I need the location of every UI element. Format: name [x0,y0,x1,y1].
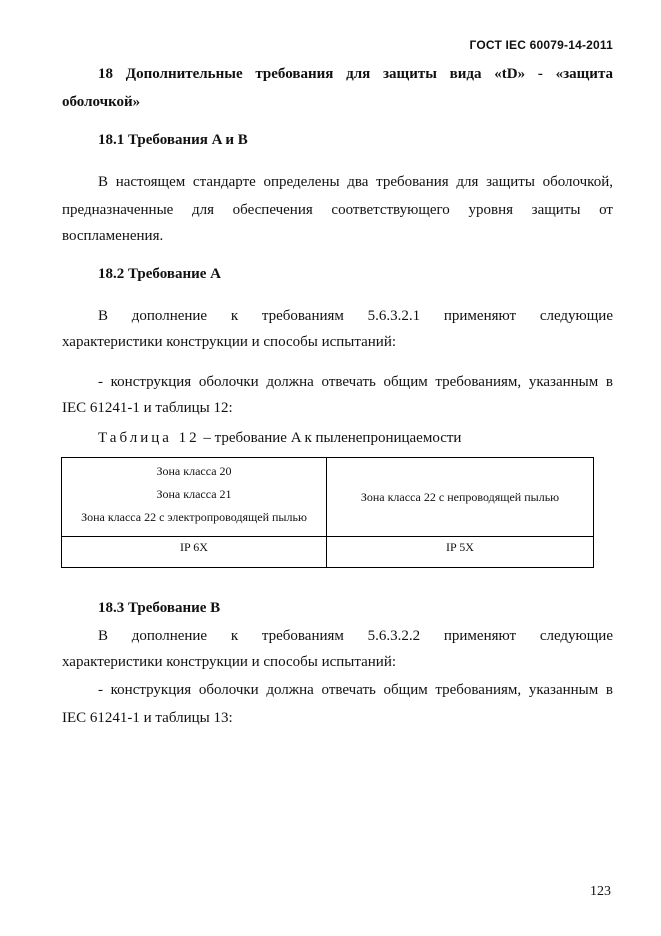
word: применяют [443,308,517,324]
section-18-1-title: 18.1 Требования A и B [98,132,248,148]
word: 5.6.3.2.2 [367,628,421,644]
table-value-cell-ip5x [327,537,594,568]
table-zone-nonconductive: Зона класса 22 с непроводящей пылью [360,489,560,504]
word: В [98,308,109,324]
ip-rating: IP 5X [446,540,474,554]
table-zone-line: Зона класса 20 [156,464,232,478]
word: требованиям [261,308,344,324]
table-caption-label: Таблица 12 [98,430,200,446]
word: к [230,308,239,324]
s18-2-text-line2: характеристики конструкции и способы испытаний: [62,334,397,350]
section-18-2-title: 18.2 Требование A [98,266,221,282]
s18-1-text-line2: предназначенные для обеспечения соответствующего уровня защиты от [62,202,613,218]
section-18-title-line2: оболочкой» [62,94,141,110]
table-zone-line: Зона класса 22 с электропроводящей пылью [81,510,307,524]
word: применяют [443,628,517,644]
word: 5.6.3.2.1 [367,308,421,324]
word: дополнение [131,308,208,324]
section-18-3-title: 18.3 Требование B [98,600,221,616]
s18-3-text-line2: характеристики конструкции и способы испытаний: [62,654,397,670]
table-caption-text: – требование A к пыленепроницаемости [199,430,462,446]
word: дополнение [131,628,208,644]
s18-1-text-line1: В настоящем стандарте определены два требования для защиты оболочкой, [98,174,613,190]
s18-3-bullet-line1: - конструкция оболочки должна отвечать общим требованиям, указанным в [98,682,613,698]
page-number: 123 [590,884,611,899]
s18-1-text-line3: воспламенения. [62,228,164,244]
s18-3-bullet-line2: IEC 61241-1 и таблицы 13: [62,710,233,726]
table-12-caption [98,430,461,447]
ip-rating: IP 6X [180,540,208,554]
word: следующие [539,308,613,324]
document-code-header: ГОСТ IEC 60079-14-2011 [469,38,613,52]
table-value-cell-ip6x [62,537,327,568]
s18-2-bullet-line2: IEC 61241-1 и таблицы 12: [62,400,233,416]
word: к [230,628,239,644]
table-zone-line: Зона класса 21 [156,487,232,501]
s18-2-bullet-line1: - конструкция оболочки должна отвечать общим требованиям, указанным в [98,374,613,390]
table-header-cell-zones [62,458,327,537]
section-18-title-line1: 18 Дополнительные требования для защиты вида «tD» - «защита [98,66,613,82]
word: следующие [539,628,613,644]
word: требованиям [261,628,344,644]
table-12 [61,457,594,568]
s18-3-text-line1 [62,622,613,650]
table-header-cell-nonconductive [327,458,594,537]
s18-2-text-line1 [62,302,613,330]
word: В [98,628,109,644]
